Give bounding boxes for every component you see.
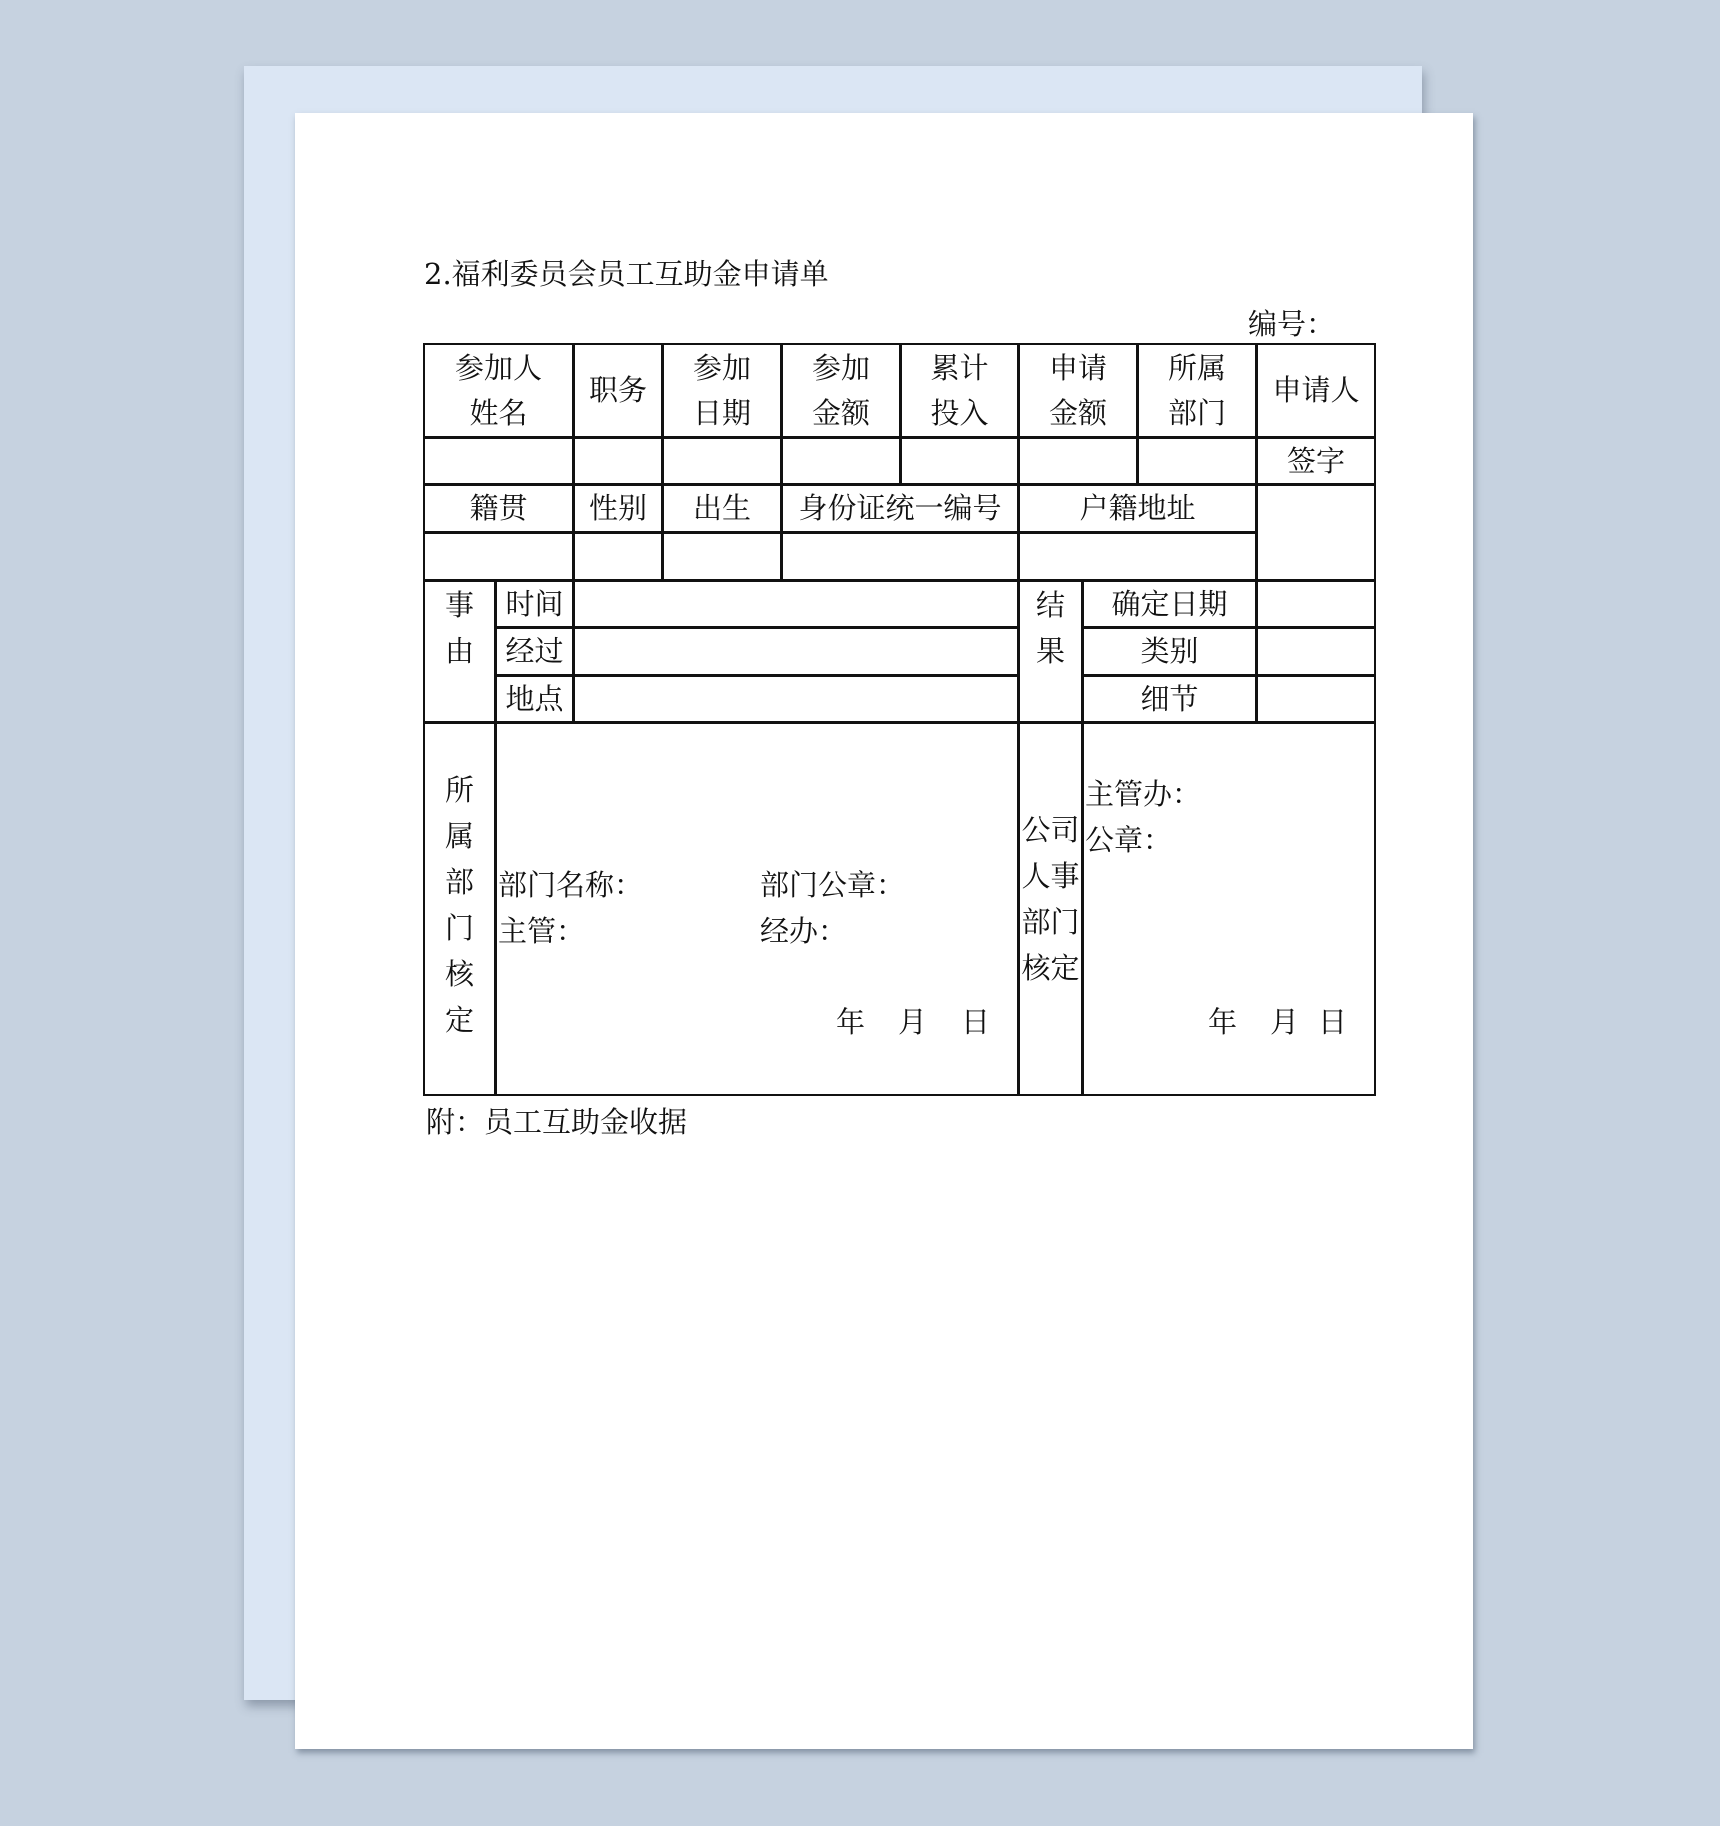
serial-number-label: 编号： [1248, 307, 1336, 341]
reason-time-label [495, 580, 574, 628]
label-char: 事 [444, 588, 474, 622]
label-char: 由 [444, 634, 474, 668]
header-text: 日期 [692, 395, 751, 430]
result-label [1036, 582, 1065, 674]
header-text: 职务 [588, 373, 647, 407]
header-text: 累计 [930, 350, 989, 385]
input-join-amount[interactable] [781, 437, 901, 485]
label-char: 属 [444, 819, 474, 853]
label-char: 果 [1035, 634, 1065, 668]
result-category-label [1082, 627, 1257, 676]
header-text: 部门 [1167, 395, 1226, 430]
header-requested-amount [1018, 343, 1138, 438]
hr-review-label-cell [1018, 722, 1083, 1096]
header-position [573, 343, 663, 438]
header-department [1137, 343, 1257, 438]
header-join-date [662, 343, 782, 438]
header-join-amount [781, 343, 901, 438]
label-char: 所 [444, 773, 474, 807]
label-text: 地点 [505, 681, 564, 716]
header-household-address [1018, 484, 1257, 533]
dept-seal-label: 部门公章： [760, 868, 906, 902]
input-requested-amount[interactable] [1018, 437, 1138, 485]
dept-date-day: 日 [961, 1005, 991, 1039]
header-applicant [1256, 343, 1376, 438]
input-participant-name[interactable] [423, 437, 574, 485]
header-text: 所属 [1167, 350, 1226, 385]
input-confirm-date[interactable] [1256, 580, 1376, 628]
dept-date-month: 月 [898, 1005, 928, 1039]
reason-process-label [495, 627, 574, 676]
input-department[interactable] [1137, 437, 1257, 485]
dept-date-year: 年 [836, 1005, 866, 1039]
input-category[interactable] [1256, 627, 1376, 676]
hr-date-day: 日 [1318, 1005, 1348, 1039]
result-label-cell [1018, 580, 1083, 723]
label-line: 核定 [1021, 951, 1080, 985]
label-char: 核 [444, 957, 474, 991]
hr-company-seal-label: 公章： [1085, 823, 1173, 857]
input-id-number[interactable] [781, 532, 1019, 581]
input-reason-process[interactable] [573, 627, 1019, 676]
input-position[interactable] [573, 437, 663, 485]
header-birth [662, 484, 782, 533]
header-text: 申请 [1048, 350, 1107, 385]
label-line: 部门 [1021, 905, 1080, 939]
label-text: 经过 [505, 634, 564, 668]
label-text: 类别 [1140, 634, 1199, 668]
header-text: 金额 [1048, 395, 1107, 430]
header-text: 身份证统一编号 [798, 491, 1002, 525]
input-reason-place[interactable] [573, 675, 1019, 723]
header-text: 投入 [930, 395, 989, 430]
label-char: 部 [444, 865, 474, 899]
header-text: 参加人 [454, 350, 542, 385]
input-join-date[interactable] [662, 437, 782, 485]
hr-review-label [1021, 807, 1079, 991]
header-participant-name [423, 343, 574, 438]
signature-input[interactable] [1256, 484, 1376, 581]
hr-date-year: 年 [1208, 1005, 1238, 1039]
header-cumulative-input [900, 343, 1019, 438]
dept-review-label-cell [423, 722, 496, 1096]
header-native-place [423, 484, 574, 533]
input-details[interactable] [1256, 675, 1376, 723]
reason-label [445, 582, 474, 674]
header-text: 金额 [811, 395, 870, 430]
header-text: 参加 [692, 350, 751, 385]
label-char: 定 [444, 1003, 474, 1037]
hr-date-month: 月 [1270, 1005, 1300, 1039]
result-confirm-date-label [1082, 580, 1257, 628]
reason-place-label [495, 675, 574, 723]
label-line: 人事 [1021, 859, 1080, 893]
header-text: 申请人 [1272, 373, 1360, 407]
input-birth[interactable] [662, 532, 782, 581]
form-title: 2.福利委员会员工互助金申请单 [424, 257, 829, 291]
dept-supervisor-label: 主管： [498, 914, 586, 948]
input-gender[interactable] [573, 532, 663, 581]
input-native-place[interactable] [423, 532, 574, 581]
header-text: 参加 [811, 350, 870, 385]
result-details-label [1082, 675, 1257, 723]
header-text: 姓名 [469, 395, 528, 430]
dept-review-label [445, 767, 474, 1043]
label-text: 时间 [505, 586, 564, 621]
header-gender [573, 484, 663, 533]
input-cumulative-input[interactable] [900, 437, 1019, 485]
dept-name-label: 部门名称： [498, 868, 644, 902]
signature-label-cell [1256, 437, 1376, 485]
hr-supervisor-office-label: 主管办： [1085, 777, 1202, 811]
label-text: 细节 [1140, 681, 1199, 716]
label-char: 门 [444, 911, 474, 945]
label-text: 确定日期 [1111, 586, 1228, 621]
header-text: 户籍地址 [1079, 491, 1196, 525]
header-id-number [781, 484, 1019, 533]
input-household-address[interactable] [1018, 532, 1257, 581]
header-text: 籍贯 [469, 491, 528, 525]
signature-label: 签字 [1286, 443, 1345, 478]
header-text: 性别 [588, 491, 647, 525]
label-line: 公司 [1021, 813, 1080, 847]
label-char: 结 [1035, 588, 1065, 622]
input-reason-time[interactable] [573, 580, 1019, 628]
reason-label-cell [423, 580, 496, 723]
dept-handler-label: 经办： [760, 914, 848, 948]
attachment-note: 附：员工互助金收据 [426, 1105, 688, 1139]
header-text: 出生 [692, 491, 751, 525]
